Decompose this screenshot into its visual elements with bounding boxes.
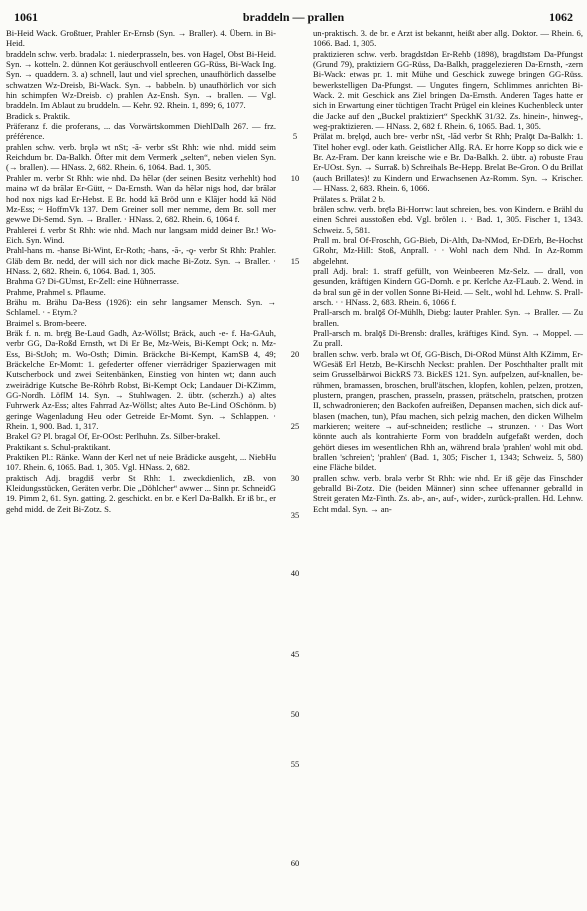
line-number: 15 — [290, 256, 300, 266]
line-number: 40 — [290, 568, 300, 578]
line-number: 30 — [290, 473, 300, 483]
entry: Praktiken Pl.: Ränke. Wann der Kerl net uf neie Brädicke ausgeht, ... NiebHu 107. Rhein. 6, 1065. Bad. 1, 305. Vgl. HNass. 2, 682. — [6, 452, 276, 473]
line-number: 60 — [290, 858, 300, 868]
line-number: 10 — [290, 173, 300, 183]
entry: praktisch Adj. bragdiš verbr St Rhh: 1. zweckdienlich, zB. von Kleidungsstücken, Geräten verbr. Die „Döhlcher“ awwer ... Sinn pr. SchneidG 19. Pimm 2, 61. Syn. gatting. 2. geschickt. en br. e Kerl Da-Balkh. Er iß br., er gehd midd. de Zeit Bi-Zotz. S. — [6, 472, 276, 514]
line-number: 35 — [290, 510, 300, 520]
entry: prall Adj. bral: 1. straff gefüllt, von Weinbeeren Mz-Selz. — drall, von gesunden, kräftigen Kindern GG-Dornh. e pr. Kerlche Az-FLaub. 2. Wend. in dǝ bral sun gē in der vollen Sonne Bi-Heid. — Selt., wohl hd. Lehnw. S. Prall-arsch. · · HNass. 2, 683. Rhein. 6, 1066 f. — [313, 265, 583, 307]
line-number: 45 — [290, 649, 300, 659]
line-number: 5 — [292, 131, 298, 141]
entry: prallen schw. verb. bralǝ verbr St Rhh: wie nhd. Er iß gēje das Finschder gebralld Bi-Zotz. Die (beiden Männer) sinn schee uffenanner gebralld in Streit geraten Mz-Finth. Zs. ab-, an-, auf-, wider-, zurück-prallen. Hd. Lehnw. Echt mdal. Syn. → an- — [313, 472, 583, 514]
entry: brallen schw. verb. bralǝ wt Of, GG-Bisch, Di-ORod Münst Alth KZimm, Er-WGesäß Erl Hetzb, Be-Kirschh Neckst: prahlen. Der Poschthalter prallt mit seim Grusselbärwoi BickRS 73. BickES 121. Syn. aufpelzen, auf-knallen, be-rühmen, bramassen, broschen, brull'ätschen, klopfen, kohlen, pelzen, protzen, plustern, prangen, praschen, prasseln, prassen, prätscheln, pratschen, protzen II, schwadronieren; den Backofen aufreißen, Depansen machen, sich dick auf-blasen (machen, tun), Pfau machen, sich pelzig machen, den dicken Wilhelm markieren; weitere → auf-schneiden; restliche → strunzen. · · Das Wort könnte auch als kontrahierte Form von braddeln aufgefaßt werden, doch gehört dieses im wesentlichen Rhh an, während bralǝ 'prahlen' wohl mit obd. brallen 'schreien'; 'prahlen' (Bad. 1, 305; Fischer 1, 1343; Schweiz. 5, 580) eine Fläche bildet. — [313, 348, 583, 473]
entry: braddeln schw. verb. bradəlǝ: 1. niederprasseln, bes. von Hagel, Obst Bi-Heid. Syn. → kotteln. 2. dünnen Kot geräuschvoll entleeren GG-Rüss, Bi-Wack Ing. Syn. → quaddern. 3. a) schnell, laut und viel sprechen, unaufhörlich dasselbe schwatzen Wz-Dreisb, Bi-Wack. Syn. → babbeln. b) unaufhörlich vor sich hin schimpfen Wz-Dreisb. c) prahlen Az-Ensh. Syn. → brallen. — Vgl. braddeln. Im Ablaut zu bruddeln. — Kehr. 92. Rhein. 1, 899; 6, 1077. — [6, 48, 276, 111]
page-number-right: 1062 — [549, 10, 573, 24]
entry: Bi-Heid Wack. Großtuer, Prahler Er-Ernsb (Syn. → Braller). 4. Übern. in Bi-Heid. — [6, 28, 276, 49]
entry: Prahl-hans m. -hanse Bi-Wint, Er-Roth; -hans, -ā-, -ǫ- verbr St Rhh: Prahler. Gläb dem Br. nedd, der will sich nor dick mache Bi-Zotz. Syn. → Braller. · HNass. 2, 682. Rhein. 6, 1064. Bad. 1, 305. — [6, 245, 276, 276]
left-column — [6, 28, 276, 514]
entry: Bradick s. Praktik. — [6, 110, 70, 121]
running-head: braddeln — prallen — [242, 10, 345, 24]
right-column — [313, 28, 583, 514]
page-header — [10, 6, 577, 28]
entry: Prälates s. Prälat 2 b. — [313, 193, 386, 204]
entry: Prall m. bral Of-Froschh, GG-Bieb, Di-Alth, Da-NMod, Er-DErb, Be-Hochst GRohr, Mz-Hill: Stoß, Anprall. · · Wohl nach dem Nhd. In Az-Romm abgelehnt. — [313, 234, 583, 266]
entry: Brähu m. Brähu Da-Bess (1926): ein sehr langsamer Mensch. Syn. → Schlamel. · - Etym.? — [6, 296, 276, 318]
entry: Brakel G? Pl. bragəl Of, Er-OOst: Perlhuhn. Zs. Silber-brakel. — [6, 431, 221, 442]
entry: Prahlerei f. verbr St Rhh: wie nhd. Mach nur langsam midd deiner Br.! Wo-Eich. Syn. Wind. — [6, 224, 276, 245]
page-number-left: 1061 — [14, 10, 38, 24]
entry: Prall-arsch m. bralǭš Of-Mühlh, Diebg: lauter Prahler. Syn. → Braller. — Zu brallen. — [313, 307, 583, 328]
entry: Praktikant s. Schul-praktikant. — [6, 441, 111, 452]
line-number: 55 — [290, 759, 300, 769]
entry: Prahme, Prahmel s. Pflaume. — [6, 286, 106, 297]
entry: Bräk f. n. m. brẹ̄g Be-Laud Gadh, Az-Wöllst; Bräck, auch -e- f. Ha-GAuh, verbr GG, Da-Roßd Ernsth, wt Di Er Be, Mz-Weis, Bi-Kempt Ock; n. Mz-Ess, Bi-StJoh; m. Wo-Osth; Dimin. Bräckche Bi-Kempt, KamSB 4, 49; Bräckelche Er-Momt: 1. gefederter offener vierrädriger Spazierwagen mit Kutscherbock und zwei Seitenbänken, Einstieg von hinten wt; dann auch zweirädrige Kutsche Be-Röhrb Robst, Bi-Kempt Ock; Landauer Di-KZimm, GG-Nordh. LöflM 14. Syn. → Stuhlwagen. 2. übtr. (scherzh.) a) altes Fuhrwerk Az-Ess; altes Fahrrad Az-Wöllst; altes Auto Be-Lind OSchönm. b) geringe Wagenladung Heu oder Getreide Er-Momt. Syn. → Schlappen. · Rhein. 1, 900. Bad. 1, 317. — [6, 327, 276, 432]
line-number: 50 — [290, 709, 300, 719]
entry: brälen schw. verb. brẹ̄lǝ Bi-Horrw: laut schreien, bes. von Kindern. e Brähl du einen Schrei ausstoßen ebd. Vgl. brölen ↓. · Bad. 1, 305. Fischer 1, 1343. Schweiz. 5, 581. — [313, 203, 583, 235]
entry: Prall-arsch m. bralǭš Di-Brensb: dralles, kräftiges Kind. Syn. → Moppel. — Zu prall. — [313, 327, 583, 349]
entry: praktizieren schw. verb. bragdsīdǝn Er-Rehb (1898), bragdīsīǝm Da-Pfungst (Grund 79), praktiziern GG-Rüss, Da-Balkh, praggelezieren Da-Ernsth, -zern Bi-Wack: etwas pr. 1. mit Mühe und Geschick zuwege bringen GG-Rüss. bewerkstelligen Da-Pfungst. — Ungutes fingern, Schlimmes anrichten Bi-Wack. 2. mit Geschick ans Ziel bringen Da-Ernsth. Anderen Tages hatte er sich in Erwartung einer tüchtigen Tracht Prügel ein kleines Kuchenbleck unter die Jacke auf den „Buckel praktiziert“ SpeckhK 31/32. Zs. hinein-, hinweg-, weg-praktizieren. — HNass. 2, 682 f. Rhein. 6, 1065. Bad. 1, 305. — [313, 48, 583, 132]
entry: Braimel s. Brom-beere. — [6, 317, 87, 328]
line-number: 20 — [290, 349, 300, 359]
entry: prahlen schw. verb. brǫlǝ wt nSt; -ā- verbr sSt Rhh: wie nhd. midd seim Reichdum br. Da-Balkh. Öfter mit dem Vermerk „selten“, neben vielen Syn. (→ brallen). — HNass. 2, 682. Rhein. 6, 1064. Bad. 1, 305. — [6, 141, 276, 173]
entry: un-praktisch. 3. de br. e Arzt ist bekannt, heißt aber allg. Doktor. — Rhein. 6, 1066. Bad. 1, 305. — [313, 28, 583, 49]
line-number: 25 — [290, 421, 300, 431]
entry: Brahma G? Di-GUmst, Er-Zell: eine Hühnerrasse. — [6, 276, 179, 287]
entry: Präferanz f. die proferans, ... das Vorwärtskommen DiehlDalh 267. — frz. préférence. — [6, 121, 276, 142]
entry: Prahler m. verbr St Rhh: wie nhd. Dǝ hēlǝr (der seinen Besitz verhehlt) hod mainǝ wī dǝ brālǝr Er-Gütt, ~ Da-Ernsth. Wan dǝ hēlǝr nigs hod, dǝr brālǝr hod nox nigs kad Er-Hebst. E Br. hodd kā Bröd unn e Klājer hodd kā Nöd Mz-Ess; ~ HoffmVk 137. Dem Greiner soll mer nemme, dem Br. soll mer gewwe Di-Semd. Syn. → Braller. · HNass. 2, 682. Rhein. 6, 1064 f. — [6, 172, 276, 225]
entry: Prälat m. brẹlǫd, auch bre- verbr nSt, -lād verbr St Rhh; Pralǭt Da-Balkh: 1. Titel hoher evgl. oder kath. Geistlicher Allg. RA. Er horre Kopp so dick wie e Br. Az-Fram. Der kann kreische wie e Br. Da-Balkh. 2. übtr. a) robuste Frau Er-UOst. Syn. → Surraß. b) Schreihals Be-Hepp. Brelat Be-Gron. O du Brillat (auch Brillates)! zu Kindern und Erwachsenen Az-Romm. Syn. → Krischer. — HNass. 2, 683. Rhein. 6, 1066. — [313, 131, 584, 194]
